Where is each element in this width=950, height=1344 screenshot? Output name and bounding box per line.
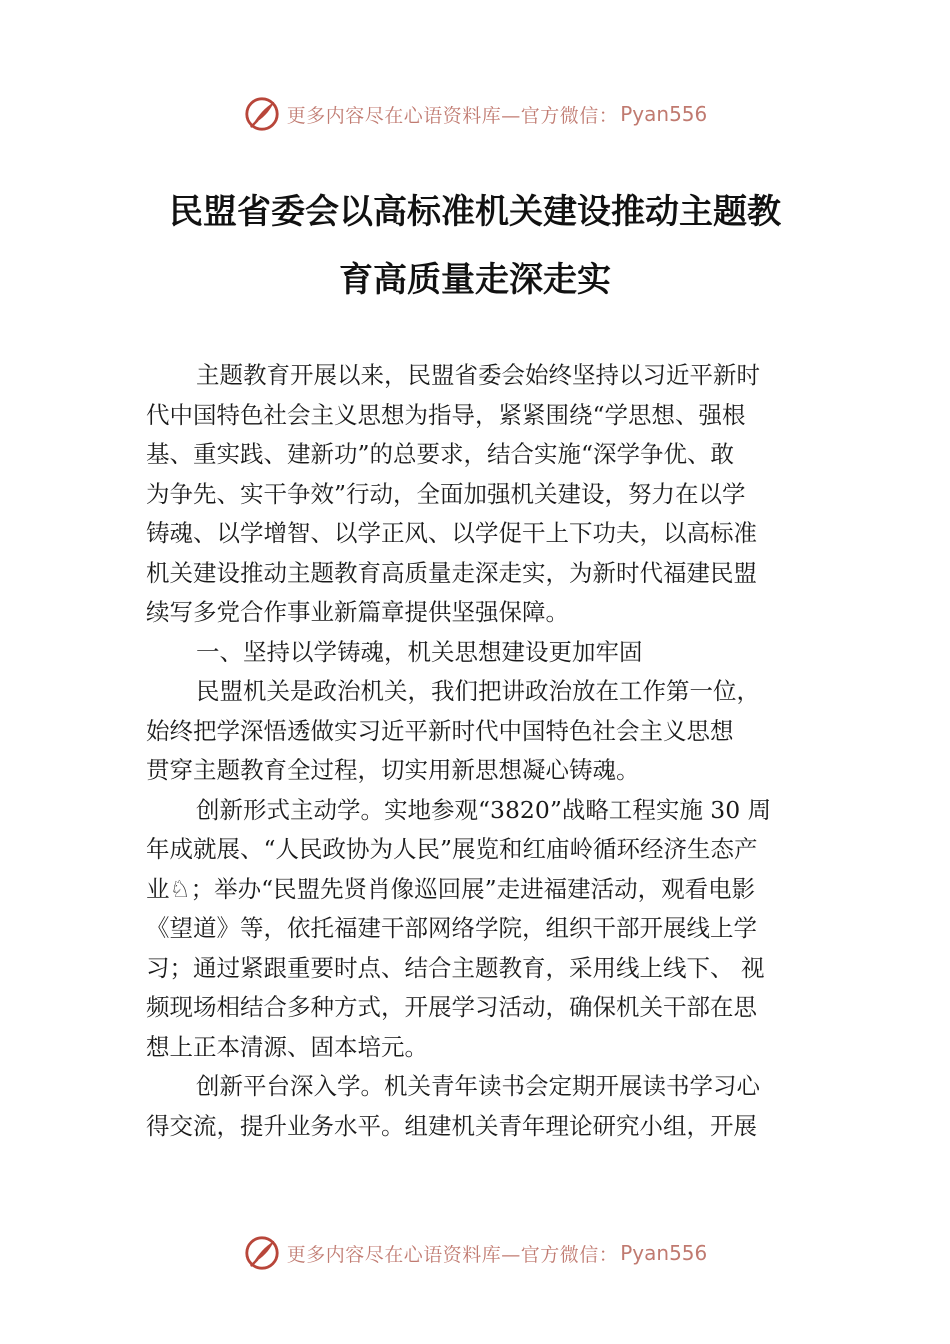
- body-line: 始终把学深悟透做实习近平新时代中国特色社会主义思想: [146, 716, 734, 745]
- body-line: 贯穿主题教育全过程，切实用新思想凝心铸魂。: [146, 756, 640, 784]
- watermark-text: 更多内容尽在心语资料库—官方微信：: [286, 1243, 619, 1266]
- body-line: 《望道》等，依托福建干部网络学院，组织干部开展线上学: [146, 914, 757, 942]
- body-line: 创新平台深入学。机关青年读书会定期开展读书学习心: [196, 1072, 760, 1100]
- body-line: 为争先、实干争效”行动，全面加强机关建设，努力在以学: [146, 479, 746, 508]
- body-line: 机关建设推动主题教育高质量走深走实，为新时代福建民盟: [146, 558, 757, 587]
- section-heading: 一、坚持以学铸魂，机关思想建设更加牢固: [196, 637, 643, 666]
- body-line: 频现场相结合多种方式，开展学习活动，确保机关干部在思: [146, 993, 757, 1021]
- body-line: 年成就展、“人民政协为人民”展览和红庙岭循环经济生态产: [146, 835, 758, 863]
- watermark-text: 更多内容尽在心语资料库—官方微信：: [286, 104, 619, 127]
- watermark-handle: Pyan556: [620, 102, 708, 126]
- quill-seal-logo-icon: [243, 95, 281, 133]
- title-line-2: 育高质量走深走实: [339, 260, 611, 300]
- watermark-handle: Pyan556: [620, 1241, 708, 1265]
- footer-watermark: [0, 1231, 950, 1275]
- body-line: 想上正本清源、固本培元。: [146, 1032, 428, 1061]
- body-line: 创新形式主动学。实地参观“3820”战略工程实施 30 周: [196, 795, 772, 824]
- body-line: 业♘；举办“民盟先贤肖像巡回展”走进福建活动，观看电影: [146, 874, 756, 903]
- body-line: 习；通过紧跟重要时点、结合主题教育，采用线上线下、 视: [146, 953, 765, 982]
- body-line: 铸魂、以学增智、以学正风、以学促干上下功夫，以高标准: [146, 519, 757, 547]
- body-line: 基、重实践、建新功”的总要求，结合实施“深学争优、敢: [146, 440, 735, 468]
- body-line: 续写多党合作事业新篇章提供坚强保障。: [146, 598, 569, 626]
- body-line: 代中国特色社会主义思想为指导，紧紧围绕“学思想、强根: [146, 400, 746, 429]
- document-title: [140, 178, 810, 314]
- title-line-1: 民盟省委会以高标准机关建设推动主题教: [169, 192, 781, 232]
- quill-seal-logo-icon: [243, 1234, 281, 1272]
- body-line: 主题教育开展以来，民盟省委会始终坚持以习近平新时: [196, 361, 760, 389]
- document-body: [146, 356, 810, 1146]
- body-line: 民盟机关是政治机关，我们把讲政治放在工作第一位，: [196, 677, 760, 705]
- body-line: 得交流，提升业务水平。组建机关青年理论研究小组，开展: [146, 1111, 757, 1140]
- header-watermark: [0, 92, 950, 136]
